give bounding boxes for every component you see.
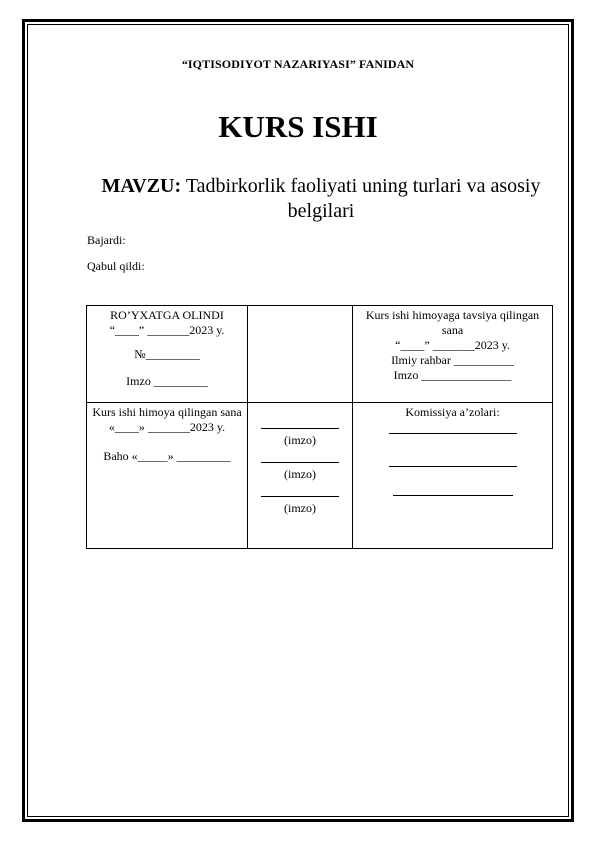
document-title: KURS ISHI: [218, 109, 378, 144]
signature-line: [261, 428, 339, 429]
recommended-title: Kurs ishi himoyaga tavsiya qilingan sana: [365, 308, 540, 337]
commission-title: Komissiya a’zolari:: [405, 405, 500, 419]
defense-date-line: «____» _______2023 y.: [108, 420, 226, 434]
signature-label: (imzo): [284, 501, 316, 515]
table-row: [87, 306, 553, 403]
defense-cell: [87, 403, 248, 549]
signatures-cell: [248, 403, 353, 549]
recommended-cell: [353, 306, 553, 403]
signature-label: (imzo): [284, 433, 316, 447]
performed-by-label: Bajardi:: [87, 233, 126, 247]
topic-label: MAVZU:: [101, 175, 182, 197]
recommended-signature-line: Imzo _______________: [393, 368, 512, 382]
registered-signature-line: Imzo _________: [126, 374, 208, 388]
registered-number-line: №_________: [134, 347, 200, 361]
registered-title: RO’YXATGA OLINDI: [110, 308, 224, 322]
commission-member-line: [393, 495, 513, 496]
table-row: [87, 403, 553, 549]
commission-cell: [353, 403, 553, 549]
empty-cell: [248, 306, 353, 403]
commission-member-line: [389, 466, 517, 467]
signature-line: [261, 462, 339, 463]
signature-line: [261, 496, 339, 497]
topic-text: Tadbirkorlik faoliyati uning turlari va asosiy belgilari: [185, 175, 541, 222]
accepted-by-label: Qabul qildi:: [87, 259, 145, 273]
recommended-date-line: “____” _______2023 y.: [395, 338, 510, 352]
registration-table: [86, 305, 553, 549]
signature-label: (imzo): [284, 467, 316, 481]
grade-line: Baho «_____» _________: [103, 449, 231, 463]
supervisor-line: Ilmiy rahbar __________: [391, 353, 514, 367]
commission-member-line: [389, 433, 517, 434]
registered-date-line: “____” _______2023 y.: [109, 323, 225, 337]
registered-cell: [87, 306, 248, 403]
defense-title: Kurs ishi himoya qilingan sana: [92, 405, 242, 419]
subject-heading: “IQTISODIYOT NAZARIYASI” FANIDAN: [181, 57, 415, 71]
topic-block: [96, 174, 546, 224]
